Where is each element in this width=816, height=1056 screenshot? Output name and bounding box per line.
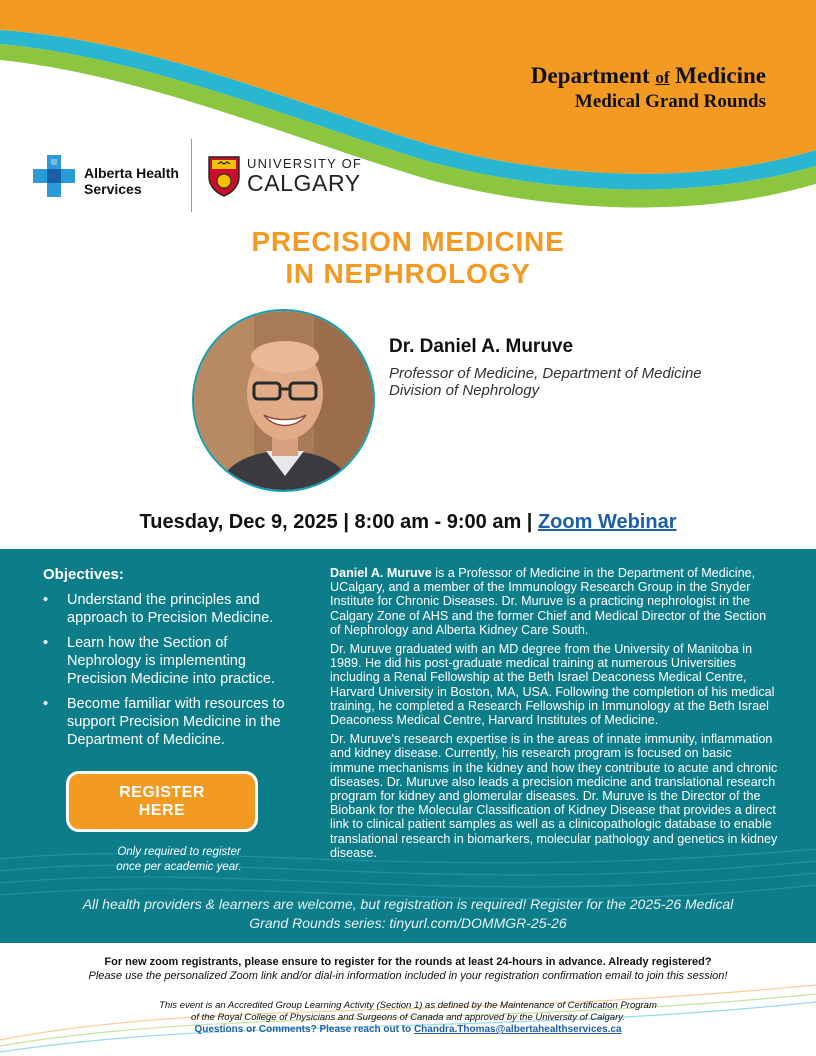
info-panel <box>0 549 816 943</box>
university-logo-text <box>247 157 362 195</box>
contact-prefix: Questions or Comments? Please reach out to <box>194 1024 414 1035</box>
ahs-name-line2: Services <box>84 181 142 197</box>
objectives-heading: Objectives: <box>43 566 124 583</box>
department-heading <box>531 63 766 113</box>
grand-rounds-subtitle: Medical Grand Rounds <box>574 91 766 112</box>
talk-title-line1: PRECISION MEDICINE <box>251 226 565 257</box>
ahs-name-line1: Alberta Health <box>84 165 179 181</box>
contact-email-link[interactable]: Chandra.Thomas@albertahealthservices.ca <box>413 1024 622 1035</box>
speaker-affiliation <box>389 365 702 399</box>
speaker-title-line2: Division of Nephrology <box>389 382 540 399</box>
bio-speaker-name: Daniel A. Muruve <box>330 566 432 580</box>
ahs-logo-text <box>84 165 179 197</box>
registration-info-line2: Grand Rounds series: tinyurl.com/DOMMGR-25-26 <box>249 915 567 931</box>
notice-line2: Please use the personalized Zoom link and/or dial-in information included in your registration confirmation email to join this session! <box>88 970 728 982</box>
university-name-line1: UNIVERSITY OF <box>247 156 363 171</box>
bio-paragraph-2: Dr. Muruve graduated with an MD degree from the University of Manitoba in 1989. He did his post-graduate medical training at numerous Universities including a Renal Fellowship at the Beth Israel Deaconess Medical Centre, Harvard University in Boston, MA, USA. Following the completion of his medical training, he completed a Research Fellowship in Immunology at the Beth Israel Deaconess Medical Centre, Harvard Institutes of Medicine. <box>330 642 775 728</box>
bio-paragraph-1-text: is a Professor of Medicine in the Department of Medicine, UCalgary, and a member of the Immunology Research Group in the Snyder Institute for Chronic Diseases. Dr. Muruve is a practicing nephrologist in the Calgary Zone of AHS and the former Chief and Medical Director of the Section of Nephrology and Alberta Kidney Care South. <box>330 566 767 637</box>
zoom-registration-notice <box>0 955 816 983</box>
speaker-photo <box>192 309 375 492</box>
bio-paragraph-1 <box>330 566 778 637</box>
event-datetime <box>0 511 816 534</box>
speaker-portrait-image <box>194 311 375 492</box>
accreditation-statement <box>0 1000 816 1024</box>
speaker-title-line1: Professor of Medicine, Department of Medicine <box>389 365 702 382</box>
university-crest-icon <box>207 155 241 197</box>
accreditation-line2: of the Royal College of Physicians and Surgeons of Canada and approved by the University of Calgary. <box>191 1012 625 1023</box>
registration-info <box>40 895 776 933</box>
speaker-bio <box>330 566 778 865</box>
talk-title-line2: IN NEPHROLOGY <box>285 258 531 289</box>
register-here-button[interactable] <box>66 771 258 832</box>
speaker-name: Dr. Daniel A. Muruve <box>389 336 574 357</box>
notice-line1: For new zoom registrants, please ensure to register for the rounds at least 24-hours in advance. Already registered? <box>104 956 712 968</box>
event-date-time-text: Tuesday, Dec 9, 2025 | 8:00 am - 9:00 am | <box>139 511 538 533</box>
objective-item: • Understand the principles and approach to Precision Medicine. <box>43 591 293 627</box>
register-note-line2: once per academic year. <box>116 861 242 873</box>
accreditation-line1: This event is an Accredited Group Learning Activity (Section 1) as defined by the Maintenance of Certification Program <box>159 1000 657 1011</box>
objective-item: • Learn how the Section of Nephrology is implementing Precision Medicine into practice. <box>43 634 293 688</box>
objective-item: • Become familiar with resources to support Precision Medicine in the Department of Medicine. <box>43 695 293 749</box>
register-button-line1: REGISTER <box>119 783 205 801</box>
register-note <box>66 845 292 875</box>
register-note-line1: Only required to register <box>117 846 241 858</box>
logo-divider <box>191 139 192 212</box>
university-name-line2: CALGARY <box>247 170 361 196</box>
bio-paragraph-3: Dr. Muruve's research expertise is in the areas of innate immunity, inflammation and kidney disease. Currently, his research program is focused on basic immune mechanisms in the kidney and how they contribute to acute and chronic diseases. Dr. Muruve also leads a precision medicine and translational research program for kidney and glomerular diseases. Dr. Muruve is the Director of the Biobank for the Molecular Classification of Kidney Disease that provides a direct link to clinical patient samples as well as a clinicopathologic database to enable translational research in biomarkers, molecular pathology and genetics in kidney disease. <box>330 732 778 860</box>
objectives-list <box>43 591 293 756</box>
contact-line <box>0 1024 816 1035</box>
ahs-logo-icon <box>33 155 77 199</box>
department-name: Department of Medicine <box>530 63 766 88</box>
register-button-line2: HERE <box>138 801 186 819</box>
registration-info-line1: All health providers & learners are welcome, but registration is required! Register for the 2025-26 Medical <box>82 896 734 912</box>
zoom-webinar-link[interactable]: Zoom Webinar <box>537 511 677 533</box>
